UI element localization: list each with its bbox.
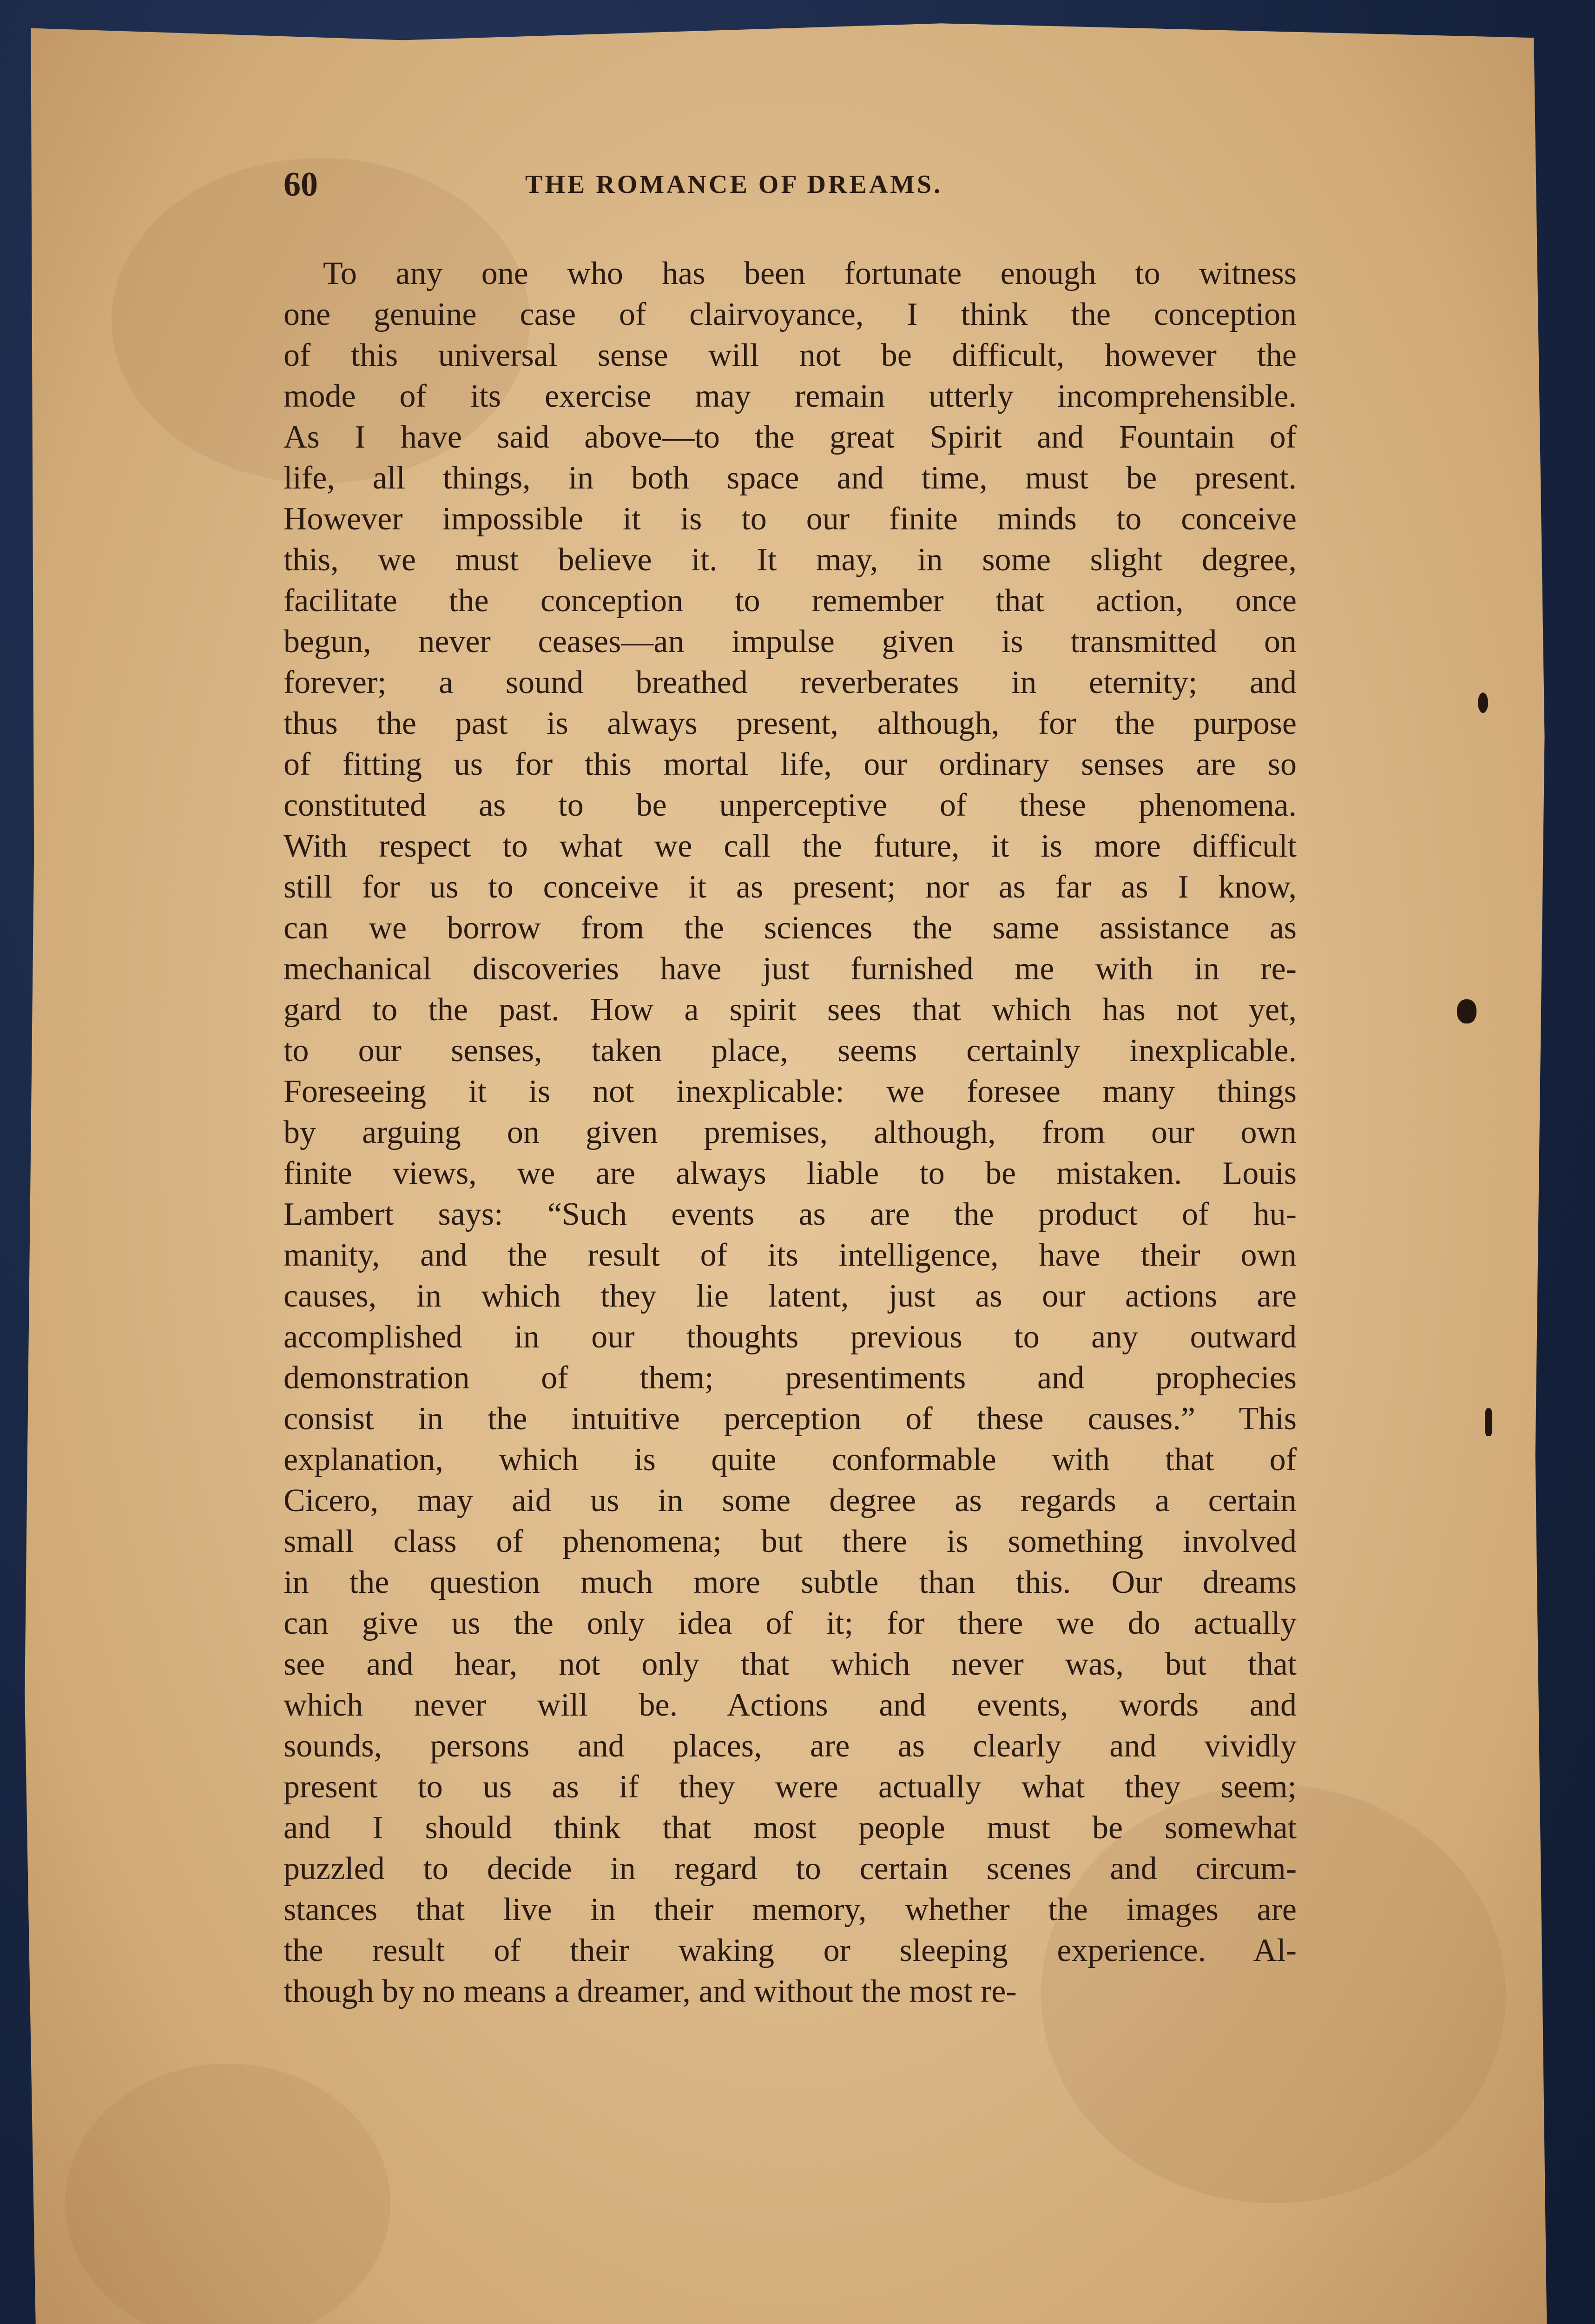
ink-speck [1457, 999, 1476, 1023]
text-line: However impossible it is to our finite minds to conceive [283, 501, 1297, 537]
text-line: To any one who has been fortunate enough to witness [323, 256, 1297, 291]
text-line: As I have said above—to the great Spirit and Fountain of [283, 419, 1297, 455]
text-line: see and hear, not only that which never was, but that [283, 1646, 1297, 1682]
text-line: the result of their waking or sleeping experience. Al- [283, 1933, 1297, 1968]
ink-speck [1478, 693, 1488, 713]
page-number: 60 [283, 165, 318, 204]
text-line: accomplished in our thoughts previous to any outward [283, 1319, 1297, 1355]
text-line: by arguing on given premises, although, from our own [283, 1115, 1297, 1150]
running-title: THE ROMANCE OF DREAMS. [525, 170, 943, 199]
text-line: and I should think that most people must be somewhat [283, 1810, 1297, 1846]
text-line: stances that live in their memory, whether the images are [283, 1892, 1297, 1928]
text-line: finite views, we are always liable to be mistaken. Louis [283, 1155, 1297, 1191]
text-line: which never will be. Actions and events, words and [283, 1687, 1297, 1723]
text-line: small class of phenomena; but there is something involved [283, 1524, 1297, 1559]
text-line: can give us the only idea of it; for there we do actually [283, 1605, 1297, 1641]
text-line: of fitting us for this mortal life, our ordinary senses are so [283, 746, 1297, 782]
text-line: begun, never ceases—an impulse given is transmitted on [283, 624, 1297, 660]
text-line: Cicero, may aid us in some degree as regards a certain [283, 1483, 1297, 1519]
text-line: sounds, persons and places, are as clearly and vividly [283, 1728, 1297, 1764]
text-line: to our senses, taken place, seems certainly inexplicable. [283, 1033, 1297, 1069]
text-line: Foreseeing it is not inexplicable: we foresee many things [283, 1074, 1297, 1109]
text-line: gard to the past. How a spirit sees that which has not yet, [283, 992, 1297, 1028]
text-line: consist in the intuitive perception of these causes.” This [283, 1401, 1297, 1437]
text-line: thus the past is always present, although, for the purpose [283, 706, 1297, 741]
text-line: this, we must believe it. It may, in some slight degree, [283, 542, 1297, 578]
ink-speck [1485, 1408, 1492, 1436]
text-line: one genuine case of clairvoyance, I think the conception [283, 297, 1297, 332]
text-line: though by no means a dreamer, and without the most re- [283, 1974, 1017, 2009]
body-text [283, 253, 1297, 2012]
text-line: Lambert says: “Such events as are the product of hu- [283, 1196, 1297, 1232]
text-line: manity, and the result of its intelligence, have their own [283, 1237, 1297, 1273]
text-line: still for us to conceive it as present; nor as far as I know, [283, 869, 1297, 905]
paper-stain [65, 2064, 390, 2324]
text-line: puzzled to decide in regard to certain scenes and circum- [283, 1851, 1297, 1887]
text-line: demonstration of them; presentiments and prophecies [283, 1360, 1297, 1396]
text-line: forever; a sound breathed reverberates in eternity; and [283, 665, 1297, 700]
text-line: mechanical discoveries have just furnished me with in re- [283, 951, 1297, 987]
text-line: constituted as to be unperceptive of these phenomena. [283, 787, 1297, 823]
text-line: of this universal sense will not be difficult, however the [283, 337, 1297, 373]
text-line: explanation, which is quite conformable with that of [283, 1442, 1297, 1478]
text-line: in the question much more subtle than this. Our dreams [283, 1565, 1297, 1600]
text-line: life, all things, in both space and time, must be present. [283, 460, 1297, 496]
text-line: can we borrow from the sciences the same assistance as [283, 910, 1297, 946]
text-line: mode of its exercise may remain utterly incomprehensible. [283, 378, 1297, 414]
text-line: causes, in which they lie latent, just as our actions are [283, 1278, 1297, 1314]
text-line: facilitate the conception to remember that action, once [283, 583, 1297, 619]
text-line: present to us as if they were actually what they seem; [283, 1769, 1297, 1805]
text-line: With respect to what we call the future, it is more difficult [283, 828, 1297, 864]
